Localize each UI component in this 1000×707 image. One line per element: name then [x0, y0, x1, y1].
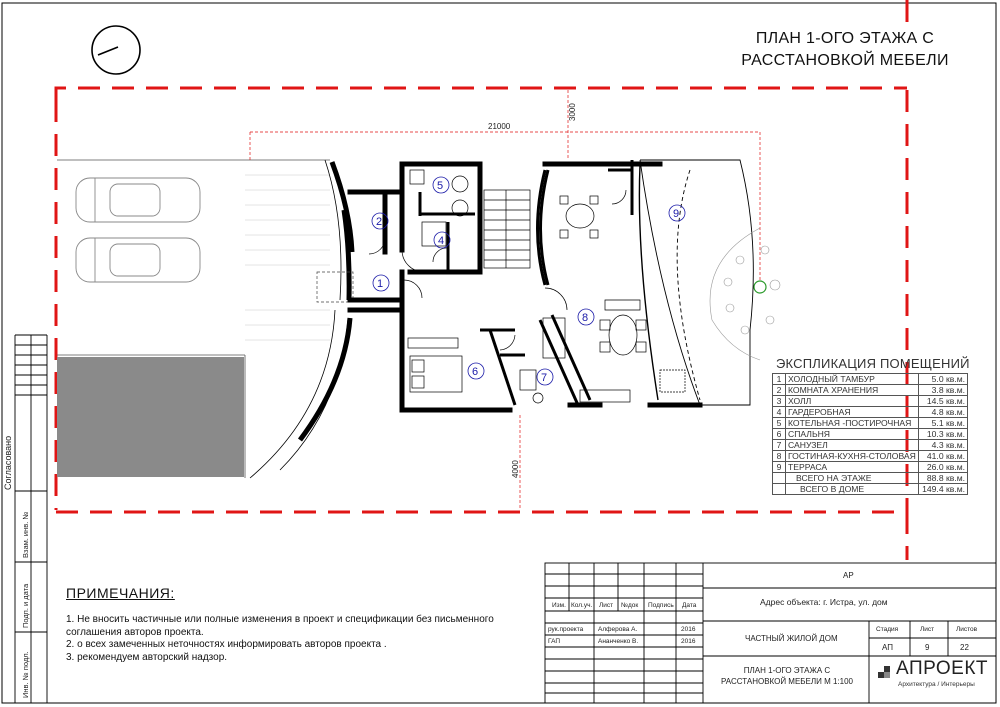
room-name: КОМНАТА ХРАНЕНИЯ — [786, 385, 919, 396]
replace-inv-label: Взам. инв. № — [21, 511, 30, 558]
inv-orig-label: Инв. № подл. — [21, 651, 30, 698]
room-number-6: 6 — [472, 366, 479, 378]
room-area: 3.8 кв.м. — [919, 385, 968, 396]
explication-title: ЭКСПЛИКАЦИЯ ПОМЕЩЕНИЙ — [776, 356, 970, 371]
room-name: ГОСТИНАЯ-КУХНЯ-СТОЛОВАЯ — [786, 451, 919, 462]
empty-cell — [773, 473, 786, 484]
total-house-value: 149.4 кв.м. — [919, 484, 968, 495]
col-data: Дата — [682, 602, 697, 609]
note-line: соглашения авторов проекта. — [66, 626, 204, 638]
room-index: 7 — [773, 440, 786, 451]
explication-row — [773, 418, 968, 429]
room-index: 2 — [773, 385, 786, 396]
object-address: Адрес объекта: г. Истра, ул. дом — [760, 597, 888, 607]
col-kol: Кол.уч. — [571, 602, 593, 609]
explication-row — [773, 396, 968, 407]
room-number-8: 8 — [582, 312, 589, 324]
room-name: СПАЛЬНЯ — [786, 429, 919, 440]
paving-pattern — [710, 228, 780, 360]
room-number-4: 4 — [438, 235, 445, 247]
drawing-name-line1: ПЛАН 1-ОГО ЭТАЖА С — [743, 666, 831, 675]
col-ndok: №док — [621, 602, 639, 609]
north-arrow-icon — [92, 26, 140, 74]
explication-table — [772, 373, 968, 495]
room-number-9: 9 — [673, 208, 680, 220]
row2-date: 2016 — [681, 638, 696, 645]
dim-bottom: 4000 — [511, 460, 520, 478]
explication-row — [773, 374, 968, 385]
room-area: 10.3 кв.м. — [919, 429, 968, 440]
room-index: 1 — [773, 374, 786, 385]
room-number-2: 2 — [376, 216, 383, 228]
room-name: ТЕРРАСА — [786, 462, 919, 473]
room-name: ГАРДЕРОБНАЯ — [786, 407, 919, 418]
dim-top: 3000 — [568, 103, 577, 121]
notes-title: ПРИМЕЧАНИЯ: — [66, 585, 175, 601]
row1-name: Алферова А. — [598, 626, 638, 633]
sheet-title — [700, 28, 990, 72]
sheet-title-line1: ПЛАН 1-ОГО ЭТАЖА С — [755, 30, 935, 47]
company-subtitle: Архитектура / Интерьеры — [898, 681, 975, 688]
room-number-1: 1 — [377, 278, 384, 290]
notes-list — [66, 614, 536, 664]
room-area: 41.0 кв.м. — [919, 451, 968, 462]
walls — [350, 164, 700, 410]
room-index: 5 — [773, 418, 786, 429]
explication-row — [773, 462, 968, 473]
room-area: 26.0 кв.м. — [919, 462, 968, 473]
total-house-label: ВСЕГО В ДОМЕ — [786, 484, 919, 495]
empty-cell — [773, 484, 786, 495]
stage-label: Стадия — [876, 626, 899, 633]
explication-total-floor — [773, 473, 968, 484]
row1-date: 2016 — [681, 626, 696, 633]
room-number-7: 7 — [541, 372, 548, 384]
note-line: 2. о всех замеченных неточностях информировать авторов проекта . — [66, 639, 387, 650]
room-area: 5.1 кв.м. — [919, 418, 968, 429]
room-index: 4 — [773, 407, 786, 418]
sheet-value: 9 — [925, 643, 930, 652]
note-line: 3. рекомендуем авторский надзор. — [66, 651, 228, 663]
row1-role: рук.проекта — [548, 626, 584, 633]
explication-total-house — [773, 484, 968, 495]
room-index: 9 — [773, 462, 786, 473]
col-list: Лист — [599, 602, 614, 609]
room-index: 6 — [773, 429, 786, 440]
drawing-name-line2: РАССТАНОВКОЙ МЕБЕЛИ М 1:100 — [720, 677, 854, 686]
room-area: 5.0 кв.м. — [919, 374, 968, 385]
room-index: 8 — [773, 451, 786, 462]
note-line: 1. Не вносить частичные или полные изменения в проект и спецификации без письменного — [66, 614, 494, 625]
terrace-outline — [640, 160, 753, 405]
room-name: ХОЛОДНЫЙ ТАМБУР — [786, 374, 919, 385]
project-code: АР — [843, 571, 854, 580]
axis-marker — [754, 281, 766, 293]
sheets-label: Листов — [956, 626, 978, 633]
room-name: ХОЛЛ — [786, 396, 919, 407]
room-area: 14.5 кв.м. — [919, 396, 968, 407]
room-name: САНУЗЕЛ — [786, 440, 919, 451]
staircase — [484, 190, 530, 268]
explication-row — [773, 385, 968, 396]
explication-row — [773, 407, 968, 418]
col-podp: Подпись — [648, 602, 674, 609]
room-number-5: 5 — [437, 180, 444, 192]
explication-row — [773, 451, 968, 462]
object-name: ЧАСТНЫЙ ЖИЛОЙ ДОМ — [745, 634, 838, 643]
room-index: 3 — [773, 396, 786, 407]
sheet-title-line2: РАССТАНОВКОЙ МЕБЕЛИ — [741, 52, 949, 69]
row2-name: Ананченко В. — [598, 638, 639, 645]
dim-width: 21000 — [488, 122, 511, 131]
car-icon — [76, 178, 200, 282]
row2-role: ГАП — [548, 638, 561, 645]
explication-row — [773, 440, 968, 451]
total-floor-value: 88.8 кв.м. — [919, 473, 968, 484]
col-izm: Изм. — [552, 602, 566, 609]
explication-row — [773, 429, 968, 440]
sheets-value: 22 — [960, 643, 969, 652]
sign-date-label: Подп. и дата — [21, 583, 30, 628]
company-name: АПРОЕКТ — [896, 658, 988, 679]
room-area: 4.3 кв.м. — [919, 440, 968, 451]
stage-value: АП — [882, 643, 893, 652]
agreed-label: Согласовано — [3, 435, 13, 490]
room-area: 4.8 кв.м. — [919, 407, 968, 418]
room-name: КОТЕЛЬНАЯ -ПОСТИРОЧНАЯ — [786, 418, 919, 429]
sheet-label: Лист — [920, 626, 935, 633]
drawing-name — [706, 665, 868, 687]
company-logo-icon — [878, 662, 894, 682]
total-floor-label: ВСЕГО НА ЭТАЖЕ — [786, 473, 919, 484]
driveway-area — [57, 357, 244, 477]
